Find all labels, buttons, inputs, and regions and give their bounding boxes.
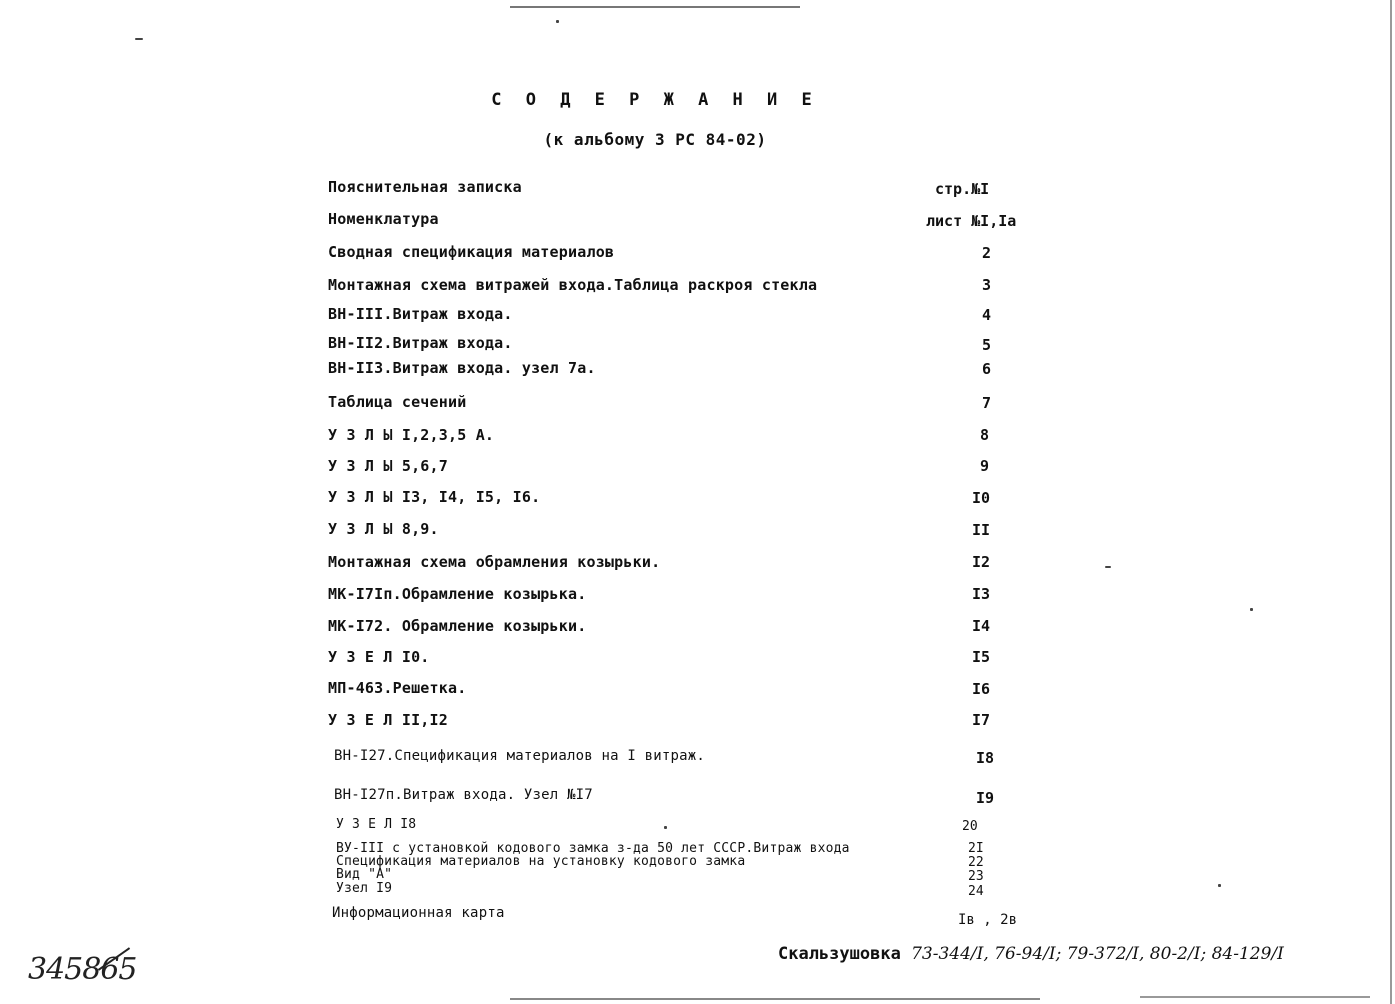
- list-item-text: У З Л Ы I3, I4, I5, I6.: [328, 488, 541, 506]
- inventory-number: 345865: [28, 952, 137, 987]
- list-item-text: Информационная карта: [332, 905, 505, 921]
- list-item-text: Пояснительная записка: [328, 178, 522, 196]
- list-item-text: МК-I7Iп.Обрамление козырька.: [328, 585, 587, 603]
- list-item-page: 2I: [968, 841, 984, 856]
- list-item-page: 3: [982, 276, 992, 294]
- scan-speck: [556, 20, 559, 23]
- binding-numbers: 73-344/I, 76-94/I; 79-372/I, 80-2/I; 84-129/I: [911, 944, 1284, 964]
- list-item-text: Сводная спецификация материалов: [328, 243, 615, 261]
- list-item-page: I7: [972, 711, 991, 729]
- list-item-page: I5: [972, 648, 991, 666]
- list-item-page: I9: [976, 789, 995, 807]
- list-item-page: II: [972, 521, 991, 539]
- list-item-page: 2: [982, 244, 992, 262]
- bottom-border-right: [1140, 996, 1370, 998]
- list-item-page: I4: [972, 617, 991, 635]
- list-item-page: 7: [982, 394, 992, 412]
- list-item-page: I0: [972, 489, 991, 507]
- list-item-text: У З Л Ы 8,9.: [328, 520, 439, 538]
- list-item-page: 8: [980, 426, 990, 444]
- scan-speck: [664, 826, 667, 829]
- list-item-text: У З Е Л I8: [336, 817, 417, 832]
- list-item-text: У З Е Л I0.: [328, 648, 430, 666]
- list-item-page: 24: [968, 884, 984, 899]
- list-item-text: Спецификация материалов на установку кодового замка: [336, 854, 746, 869]
- list-item-text: Узел I9: [336, 881, 393, 896]
- top-border: [510, 6, 800, 8]
- list-item-text: У З Л Ы I,2,3,5 А.: [328, 426, 495, 444]
- list-item-text: ВН-III.Витраж входа.: [328, 305, 513, 323]
- list-item-page: 20: [962, 819, 978, 834]
- list-item-text: ВН-I27п.Витраж входа. Узел №I7: [334, 787, 593, 803]
- list-item-page: 4: [982, 306, 992, 324]
- list-item-text: МП-463.Решетка.: [328, 679, 467, 697]
- binding-label: Скальзушовка: [778, 944, 901, 964]
- list-item-text: МК-I72. Обрамление козырьки.: [328, 617, 587, 635]
- scan-speck: [1250, 608, 1253, 611]
- list-item-text: У З Е Л II,I2: [328, 711, 448, 729]
- list-item-page: Iв , 2в: [958, 912, 1018, 928]
- list-item-page: лист №I,Iа: [926, 212, 1017, 230]
- page-title: С О Д Е Р Ж А Н И Е: [491, 90, 819, 110]
- binding-note: [778, 944, 1284, 964]
- scan-speck: [1218, 884, 1221, 887]
- list-item-text: Монтажная схема обрамления козырьки.: [328, 553, 661, 571]
- list-item-page: 23: [968, 869, 984, 884]
- list-item-text: ВН-II3.Витраж входа. узел 7а.: [328, 359, 596, 377]
- list-item-page: 22: [968, 855, 984, 870]
- list-item-text: ВУ-III с установкой кодового замка з-да 50 лет СССР.Витраж входа: [336, 841, 850, 856]
- list-item-page: 9: [980, 457, 990, 475]
- right-border: [1390, 0, 1392, 1004]
- list-item-text: Номенклатура: [328, 210, 439, 228]
- list-item-text: ВН-I27.Спецификация материалов на I витраж.: [334, 748, 706, 764]
- bottom-border: [510, 998, 1040, 1000]
- list-item-page: стр.№I: [935, 180, 990, 198]
- list-item-page: I6: [972, 680, 991, 698]
- list-item-text: ВН-II2.Витраж входа.: [328, 334, 513, 352]
- list-item-page: I2: [972, 553, 991, 571]
- list-item-page: 5: [982, 336, 992, 354]
- list-item-text: Таблица сечений: [328, 393, 467, 411]
- list-item-page: I8: [976, 749, 995, 767]
- list-item-text: Монтажная схема витражей входа.Таблица раскроя стекла: [328, 276, 818, 294]
- list-item-page: I3: [972, 585, 991, 603]
- list-item-page: 6: [982, 360, 992, 378]
- scan-speck: [135, 38, 143, 40]
- list-item-text: У З Л Ы 5,6,7: [328, 457, 448, 475]
- list-item-text: Вид "А": [336, 867, 393, 882]
- scan-speck: [1105, 566, 1111, 568]
- page-subtitle: (к альбому 3 РС 84-02): [543, 130, 767, 149]
